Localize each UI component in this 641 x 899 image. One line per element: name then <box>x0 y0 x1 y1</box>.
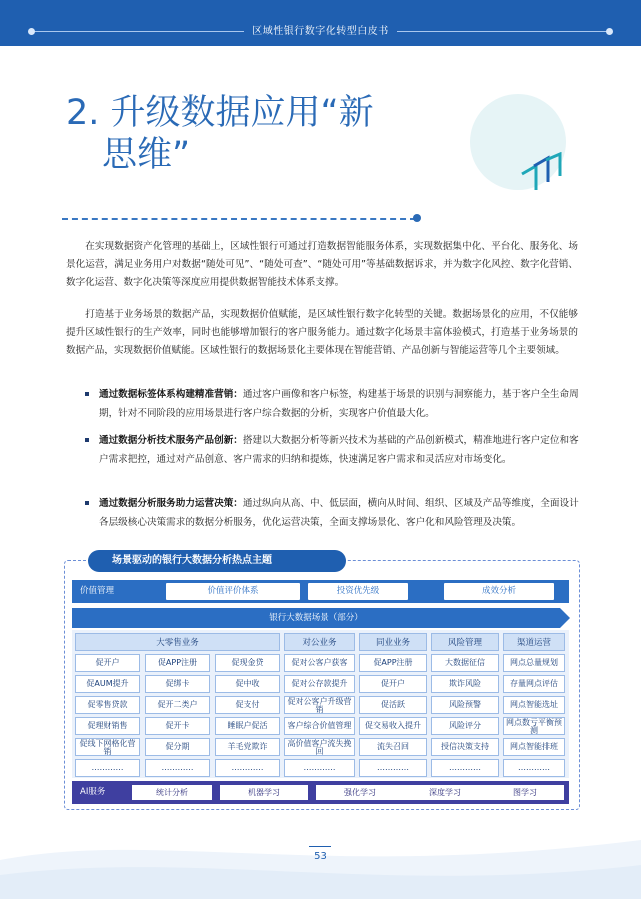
diagram-title: 场景驱动的银行大数据分析热点主题 <box>88 550 346 572</box>
grid-cell: 促对公客户升级营销 <box>284 696 355 714</box>
bullet-item <box>99 385 579 423</box>
ai-service-row <box>72 781 569 804</box>
bullet-text: 搭建以大数据分析等新兴技术为基础的产品创新模式，精准地进行客户定位和客户需求把控，通过对产品创意、客户需求的归纳和提炼，快速满足客户需求和灵活应对市场变化。 <box>99 435 579 465</box>
bullet-item <box>99 494 579 532</box>
column-head: 大零售业务 <box>75 633 280 651</box>
bullet-marker <box>85 438 89 442</box>
value-row-label: 价值管理 <box>80 586 115 596</box>
grid-cell: 促绑卡 <box>145 675 210 693</box>
grid-cell: 促开二类户 <box>145 696 210 714</box>
grid-cell: 促开卡 <box>145 717 210 735</box>
grid-cell: 促对公存款提升 <box>284 675 355 693</box>
value-item: 成效分析 <box>444 583 554 600</box>
grid-cell: 网点数亏平衡预测 <box>503 717 565 735</box>
grid-cell: 促APP注册 <box>145 654 210 672</box>
page-header-bar <box>0 0 641 46</box>
grid-cell: 授信决策支持 <box>431 738 499 756</box>
grid-cell: ………… <box>75 759 140 777</box>
bullet-bold: 通过数据标签体系构建精准营销： <box>99 389 243 400</box>
grid-cell: 促分期 <box>145 738 210 756</box>
grid-cell: ………… <box>145 759 210 777</box>
header-title: 区域性银行数字化转型白皮书 <box>244 26 397 37</box>
section-title <box>66 92 426 176</box>
grid-cell: 风险预警 <box>431 696 499 714</box>
grid-cell: 促AUM提升 <box>75 675 140 693</box>
grid-cell: 网点总量规划 <box>503 654 565 672</box>
paragraph-2: 打造基于业务场景的数据产品，实现数据价值赋能，是区域性银行数字化转型的关键。数据场景化的应用，不仅能够提升区域性银行的生产效率，同时也能够增加银行的客户服务能力。通过数字化场景丰富体验模式，打造基于业务场景的数据产品，实现数据价值赋能。区域性银行的数据场景化主要体现在智能营销、产品创新与智能运营等几个主要领域。 <box>66 309 578 356</box>
grid-cell: 促活跃 <box>359 696 427 714</box>
grid-cell: 促中收 <box>215 675 280 693</box>
value-item: 投资优先级 <box>308 583 408 600</box>
grid-cell: 促理财销售 <box>75 717 140 735</box>
ai-item: 机器学习 <box>220 785 308 800</box>
bullet-bold: 通过数据分析服务助力运营决策： <box>99 498 243 509</box>
grid-cell: 风险评分 <box>431 717 499 735</box>
grid-cell: 促对公客户获客 <box>284 654 355 672</box>
title-divider-dot <box>413 214 421 222</box>
value-management-row <box>72 580 569 603</box>
ai-row-label: AI服务 <box>80 787 106 797</box>
bullet-bold: 通过数据分析技术服务产品创新： <box>99 435 243 446</box>
bullet-text: 通过客户画像和客户标签，构建基于场景的识别与洞察能力，基于客户全生命周期，针对不同阶段的应用场景进行客户综合数据的分析，实现客户价值最大化。 <box>99 389 579 419</box>
grid-cell: ………… <box>284 759 355 777</box>
paragraph-1: 在实现数据资产化管理的基础上，区域性银行可通过打造数据智能服务体系，实现数据集中化、平台化、服务化、场景化运营，满足业务用户对数据“随处可见”、“随处可查”、“随处可用”等基础数据诉求，并为数字化风控、数字化营销、数字化运营、数字化决策等深度应用提供数据智能技术体系支撑。 <box>66 241 578 288</box>
section-title-line2: 思维” <box>102 135 191 175</box>
grid-cell: 促交易收入提升 <box>359 717 427 735</box>
grid-cell: 促零售贷款 <box>75 696 140 714</box>
bullet-text: 通过纵向从高、中、低层面，横向从时间、组织、区域及产品等维度，全面设计各层级核心决策需求的数据分析服务，优化运营决策，全面支撑场景化、客户化和风险管理及决策。 <box>99 498 579 528</box>
grid-cell: 存量网点评估 <box>503 675 565 693</box>
grid-cell: ………… <box>431 759 499 777</box>
title-divider <box>62 218 416 220</box>
grid-cell: ………… <box>503 759 565 777</box>
grid-cell: 网点智能排班 <box>503 738 565 756</box>
scene-bar: 银行大数据场景（部分） <box>72 608 560 628</box>
grid-cell: 欺诈风险 <box>431 675 499 693</box>
bullet-marker <box>85 392 89 396</box>
grid-cell: 促现金贷 <box>215 654 280 672</box>
column-head: 渠道运营 <box>503 633 565 651</box>
column-head: 风险管理 <box>431 633 499 651</box>
bullet-item <box>99 431 579 469</box>
ai-item: 强化学习 <box>316 785 404 800</box>
corner-arrows-icon <box>520 152 564 196</box>
grid-cell: 睡眠户促活 <box>215 717 280 735</box>
page-number: 53 <box>314 851 327 862</box>
ai-item: 深度学习 <box>402 785 488 800</box>
grid-cell: 网点智能选址 <box>503 696 565 714</box>
ai-item: 图学习 <box>486 785 564 800</box>
page-number-rule <box>309 846 331 847</box>
grid-cell: 羊毛党欺诈 <box>215 738 280 756</box>
column-head: 对公业务 <box>284 633 355 651</box>
bullet-marker <box>85 501 89 505</box>
grid-cell: 流失召回 <box>359 738 427 756</box>
value-item: 价值评价体系 <box>166 583 300 600</box>
scene-arrow-icon <box>560 608 570 628</box>
grid-cell: 客户综合价值管理 <box>284 717 355 735</box>
grid-cell: 大数据征信 <box>431 654 499 672</box>
grid-cell: 促开户 <box>75 654 140 672</box>
column-head: 同业业务 <box>359 633 427 651</box>
section-title-line1: 2. 升级数据应用“新 <box>66 93 374 133</box>
grid-cell: 促线下网格化营销 <box>75 738 140 756</box>
grid-cell: 促开户 <box>359 675 427 693</box>
ai-item: 统计分析 <box>132 785 212 800</box>
grid-cell: ………… <box>359 759 427 777</box>
grid-cell: ………… <box>215 759 280 777</box>
grid-cell: 高价值客户流失挽回 <box>284 738 355 756</box>
grid-cell: 促APP注册 <box>359 654 427 672</box>
grid-cell: 促支付 <box>215 696 280 714</box>
